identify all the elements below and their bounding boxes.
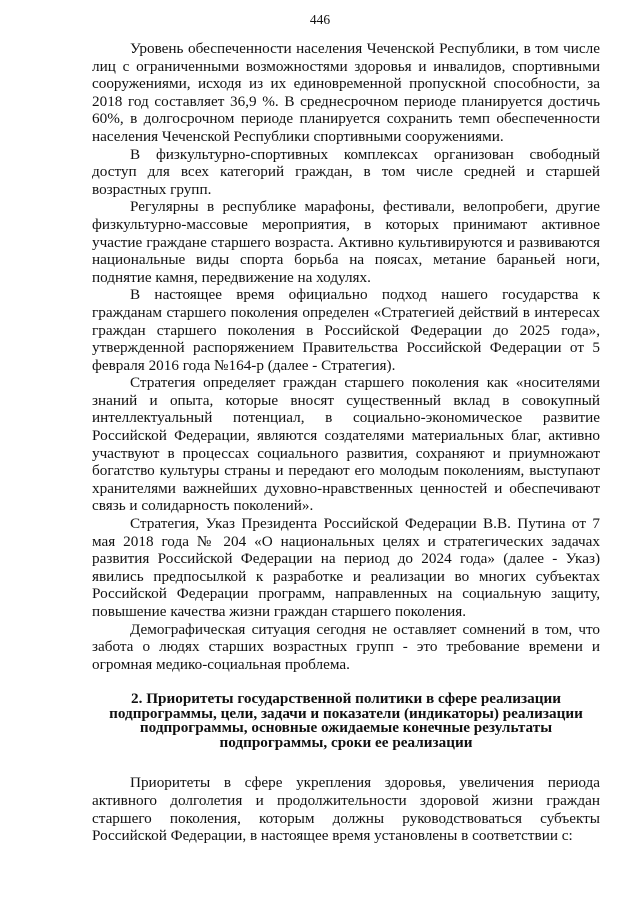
document-body [92,40,600,845]
paragraph: Стратегия, Указ Президента Российской Федерации В.В. Путина от 7 мая 2018 года № 204 «О национальных целях и стратегических задачах развития Российской Федерации на период до 2024 года» (далее - Указ) явились предпосылкой к разработке и реализации во многих субъектах Российской Федерации программ, направленных на социальную защиту, повышение качества жизни граждан старшего поколения. [92,515,600,620]
paragraph: В физкультурно-спортивных комплексах организован свободный доступ для всех категорий граждан, в том числе средней и старшей возрастных групп. [92,145,600,198]
page-number: 446 [309,12,331,27]
paragraph: Уровень обеспеченности населения Чеченской Республики, в том числе лиц с ограниченными возможностями здоровья и инвалидов, спортивными сооружениями, исходя из их единовременной пропускной способности, за 2018 год составляет 36,9 %. В среднесрочном периоде планируется достичь 60%, в долгосрочном периоде планируется сохранить темп обеспеченности населения Чеченской Республики спортивными сооружениями. [92,40,600,145]
paragraph: Регулярны в республике марафоны, фестивали, велопробеги, другие физкультурно-массовые мероприятия, в которых принимают активное участие граждане старшего возраста. Активно культивируются и развиваются национальные виды спорта борьба на поясах, метание бараньей ноги, поднятие камня, передвижение на ходулях. [92,198,600,286]
section-heading: 2. Приоритеты государственной политики в сфере реализации подпрограммы, цели, задачи и показатели (индикаторы) реализации подпрограммы, основные ожидаемые конечные результаты подпрограммы, сроки ее реализации [109,690,583,751]
paragraph: Стратегия определяет граждан старшего поколения как «носителями знаний и опыта, которые вносят существенный вклад в совокупный интеллектуальный потенциал, в социально-экономическое развитие Российской Федерации, являются создателями материальных благ, активно участвуют в процессах социального развития, сохраняют и приумножают богатство культуры страны и передают его молодым поколениям, выступают хранителями важнейших духовно-нравственных ценностей и обеспечивают связь и солидарность поколений». [92,374,600,515]
paragraph: Демографическая ситуация сегодня не оставляет сомнений в том, что забота о людях старших возрастных групп - это требование времени и огромная медико-социальная проблема. [92,620,600,673]
paragraph: Приоритеты в сфере укрепления здоровья, увеличения периода активного долголетия и продолжительности здоровой жизни граждан старшего поколения, которым должны руководствоваться субъекты Российской Федерации, в настоящее время установлены в соответствии с: [92,774,600,845]
paragraph: В настоящее время официально подход нашего государства к гражданам старшего поколения определен «Стратегией действий в интересах граждан старшего поколения в Российской Федерации до 2025 года», утвержденной распоряжением Правительства Российской Федерации от 5 февраля 2016 года №164-р (далее - Стратегия). [92,286,600,374]
